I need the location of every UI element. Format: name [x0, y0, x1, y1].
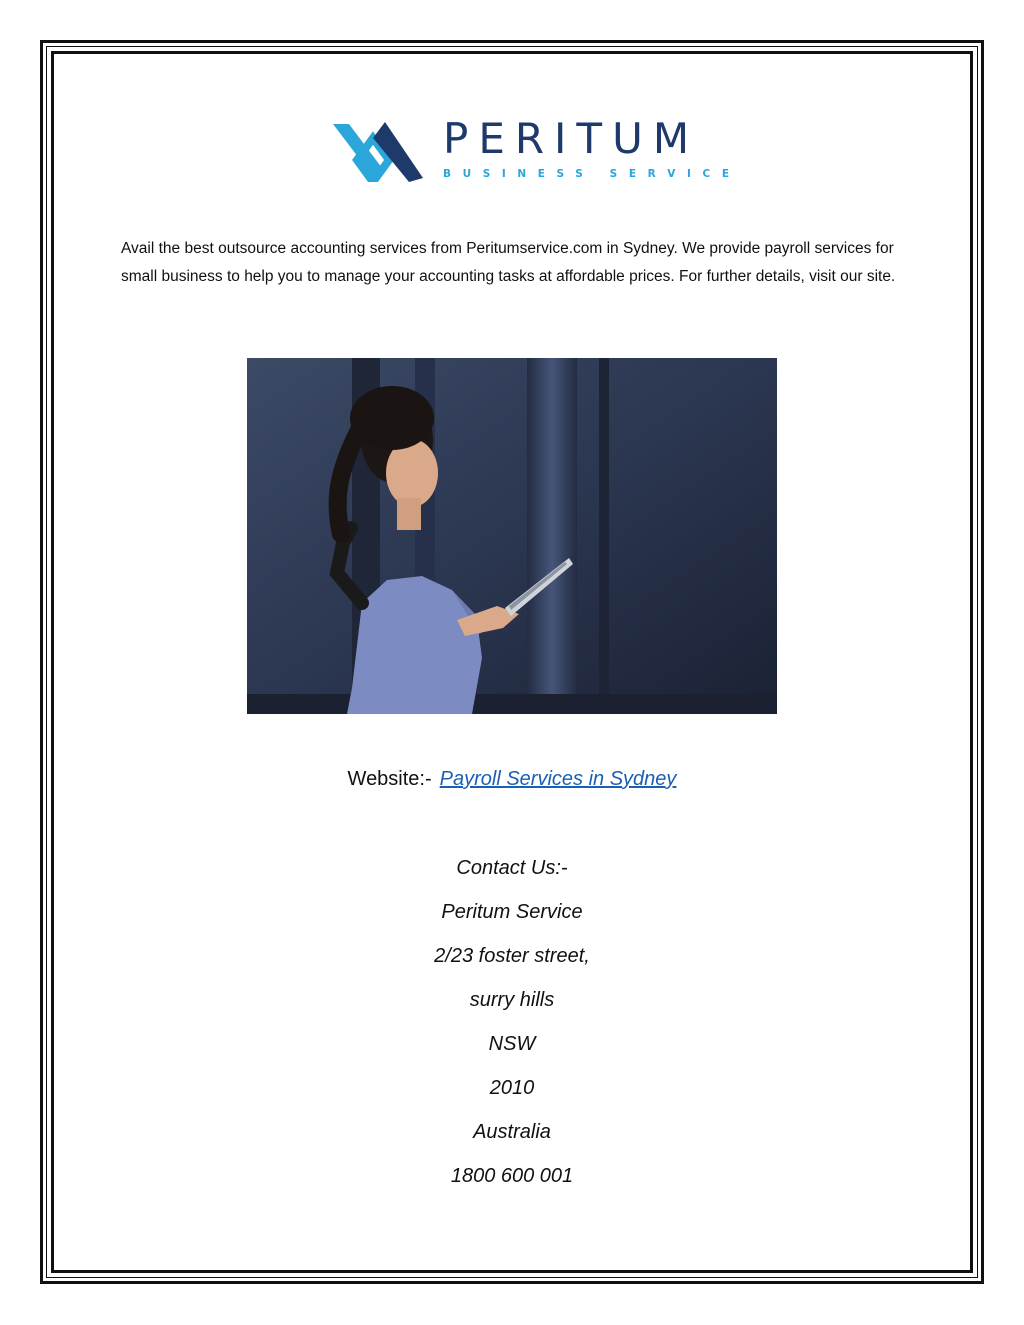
contact-phone: 1800 600 001: [450, 1165, 574, 1187]
contact-state: NSW: [488, 1033, 536, 1055]
contact-suburb: surry hills: [469, 989, 555, 1011]
contact-street: 2/23 foster street,: [434, 945, 590, 967]
contact-postcode: 2010: [489, 1077, 535, 1099]
logo-mark-icon: [333, 120, 423, 182]
website-line: [0, 768, 1024, 791]
logo-subtitle: BUSINESS SERVICE: [443, 168, 741, 180]
intro-paragraph: Avail the best outsource accounting services from Peritumservice.com in Sydney. We provide payroll services for small business to help you to manage your accounting tasks at affordable prices. For further details, visit our site.: [121, 240, 896, 285]
peritum-logo: [333, 114, 741, 184]
logo-wordmark: PERITUM: [443, 114, 700, 163]
contact-country: Australia: [473, 1121, 551, 1143]
payroll-services-link[interactable]: Payroll Services in Sydney: [439, 768, 677, 790]
contact-company: Peritum Service: [441, 901, 583, 923]
website-label: Website:-: [347, 768, 432, 790]
woman-with-tablet-photo: [247, 358, 777, 714]
contact-heading: Contact Us:-: [456, 857, 568, 879]
